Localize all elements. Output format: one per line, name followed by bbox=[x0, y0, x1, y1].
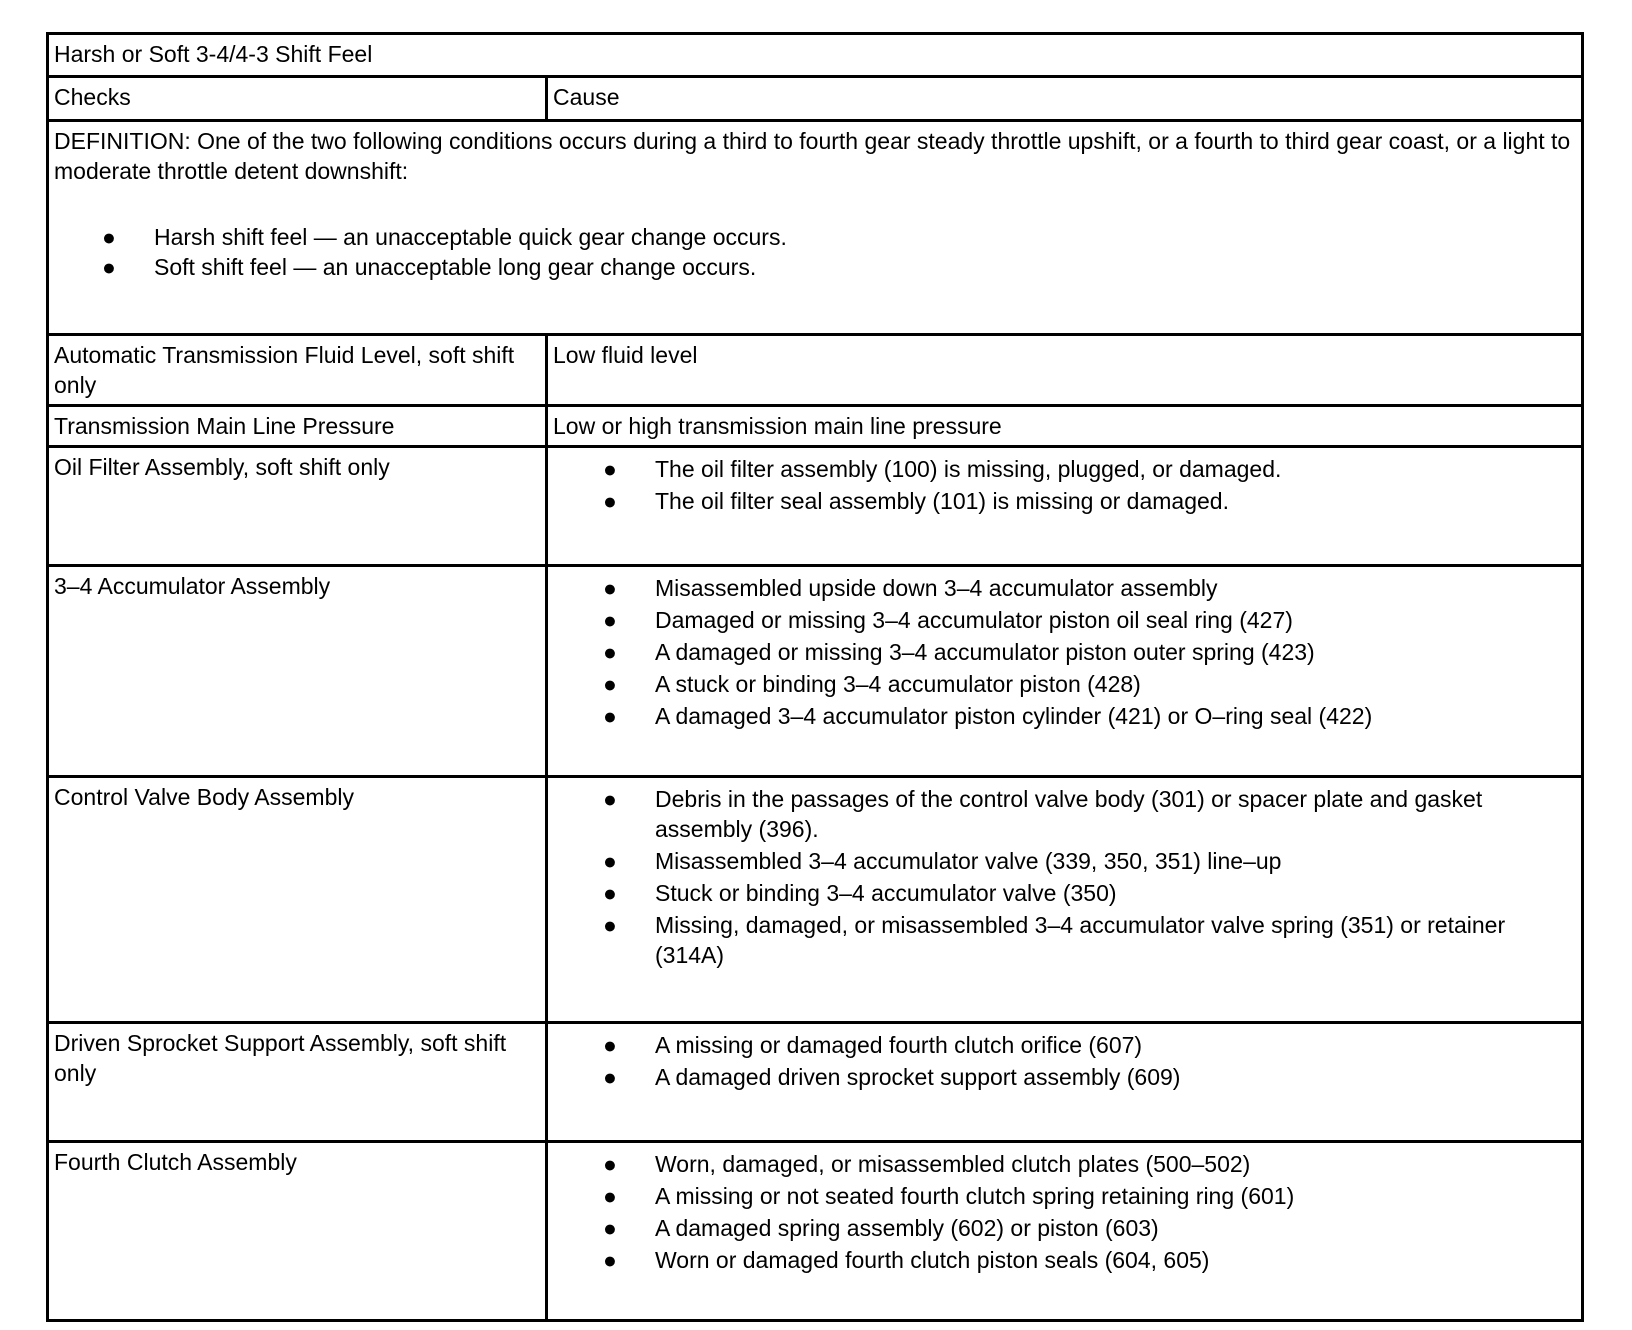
bullet-icon: ● bbox=[603, 1032, 617, 1058]
cause-cell bbox=[547, 777, 1583, 1023]
cause-cell bbox=[547, 1023, 1583, 1142]
cause-list bbox=[553, 573, 1575, 731]
cause-text: A missing or damaged fourth clutch orifice (607) bbox=[655, 1032, 1143, 1058]
check-cell: Oil Filter Assembly, soft shift only bbox=[48, 447, 547, 566]
bullet-icon: ● bbox=[603, 1151, 617, 1177]
cause-list-item bbox=[603, 1213, 1575, 1243]
table-row bbox=[48, 1023, 1583, 1142]
cause-list-item bbox=[603, 605, 1575, 635]
bullet-icon: ● bbox=[603, 607, 617, 633]
cause-list-item bbox=[603, 637, 1575, 667]
cause-list-item bbox=[603, 701, 1575, 731]
definition-list-item bbox=[102, 252, 1575, 282]
cause-list-item bbox=[603, 784, 1575, 844]
bullet-icon: ● bbox=[102, 254, 116, 280]
cause-text: A stuck or binding 3–4 accumulator piston (428) bbox=[655, 671, 1141, 697]
cause-text: Misassembled 3–4 accumulator valve (339, 350, 351) line–up bbox=[655, 848, 1282, 874]
cause-text: Debris in the passages of the control valve body (301) or spacer plate and gasket assembly (396). bbox=[655, 786, 1483, 842]
column-header-row bbox=[48, 77, 1583, 121]
definition-list bbox=[54, 222, 1575, 282]
table-row bbox=[48, 566, 1583, 777]
cause-list-item bbox=[603, 910, 1575, 970]
cause-text: A missing or not seated fourth clutch spring retaining ring (601) bbox=[655, 1183, 1295, 1209]
diagnostic-table bbox=[46, 32, 1584, 1322]
table-row bbox=[48, 777, 1583, 1023]
cause-text: A damaged driven sprocket support assembly (609) bbox=[655, 1064, 1181, 1090]
table-row bbox=[48, 406, 1583, 447]
check-cell: Automatic Transmission Fluid Level, soft shift only bbox=[48, 335, 547, 406]
bullet-icon: ● bbox=[603, 488, 617, 514]
cause-cell: Low fluid level bbox=[547, 335, 1583, 406]
bullet-icon: ● bbox=[603, 639, 617, 665]
definition-text: DEFINITION: One of the two following conditions occurs during a third to fourth gear steady throttle upshift, or a fourth to third gear coast, or a light to moderate throttle detent downshift: bbox=[54, 128, 1571, 184]
table-title-row bbox=[48, 34, 1583, 77]
cause-text: A damaged 3–4 accumulator piston cylinder (421) or O–ring seal (422) bbox=[655, 703, 1373, 729]
cause-cell bbox=[547, 566, 1583, 777]
cause-text: Missing, damaged, or misassembled 3–4 accumulator valve spring (351) or retainer (314A) bbox=[655, 912, 1506, 968]
cause-cell: Low or high transmission main line pressure bbox=[547, 406, 1583, 447]
cause-list-item bbox=[603, 454, 1575, 484]
definition-bullet-text: Harsh shift feel — an unacceptable quick gear change occurs. bbox=[154, 224, 787, 250]
table-title: Harsh or Soft 3-4/4-3 Shift Feel bbox=[48, 34, 1583, 77]
cause-text: A damaged or missing 3–4 accumulator piston outer spring (423) bbox=[655, 639, 1315, 665]
cause-list-item bbox=[603, 878, 1575, 908]
cause-list-item bbox=[603, 486, 1575, 516]
cause-list-item bbox=[603, 669, 1575, 699]
cause-text: Worn or damaged fourth clutch piston seals (604, 605) bbox=[655, 1247, 1210, 1273]
bullet-icon: ● bbox=[603, 703, 617, 729]
cause-text: Misassembled upside down 3–4 accumulator assembly bbox=[655, 575, 1218, 601]
bullet-icon: ● bbox=[603, 786, 617, 812]
cause-list-item bbox=[603, 1181, 1575, 1211]
bullet-icon: ● bbox=[603, 848, 617, 874]
bullet-icon: ● bbox=[603, 1215, 617, 1241]
check-cell: Transmission Main Line Pressure bbox=[48, 406, 547, 447]
cause-text: A damaged spring assembly (602) or piston (603) bbox=[655, 1215, 1159, 1241]
check-cell: Driven Sprocket Support Assembly, soft shift only bbox=[48, 1023, 547, 1142]
bullet-icon: ● bbox=[603, 671, 617, 697]
bullet-icon: ● bbox=[603, 575, 617, 601]
cause-list bbox=[553, 454, 1575, 516]
cause-list bbox=[553, 784, 1575, 970]
check-cell: Control Valve Body Assembly bbox=[48, 777, 547, 1023]
table-row bbox=[48, 447, 1583, 566]
bullet-icon: ● bbox=[102, 224, 116, 250]
bullet-icon: ● bbox=[603, 1064, 617, 1090]
table-row bbox=[48, 1142, 1583, 1321]
bullet-icon: ● bbox=[603, 1183, 617, 1209]
definition-bullet-text: Soft shift feel — an unacceptable long gear change occurs. bbox=[154, 254, 757, 280]
bullet-icon: ● bbox=[603, 456, 617, 482]
cause-text: Damaged or missing 3–4 accumulator piston oil seal ring (427) bbox=[655, 607, 1293, 633]
bullet-icon: ● bbox=[603, 912, 617, 938]
column-header-checks: Checks bbox=[48, 77, 547, 121]
bullet-icon: ● bbox=[603, 1247, 617, 1273]
cause-text: The oil filter seal assembly (101) is missing or damaged. bbox=[655, 488, 1229, 514]
cause-text: Worn, damaged, or misassembled clutch plates (500–502) bbox=[655, 1151, 1251, 1177]
definition-row bbox=[48, 121, 1583, 335]
check-cell: Fourth Clutch Assembly bbox=[48, 1142, 547, 1321]
cause-text: Stuck or binding 3–4 accumulator valve (350) bbox=[655, 880, 1117, 906]
bullet-icon: ● bbox=[603, 880, 617, 906]
cause-list-item bbox=[603, 1149, 1575, 1179]
cause-list-item bbox=[603, 1030, 1575, 1060]
cause-list-item bbox=[603, 1062, 1575, 1092]
cause-list-item bbox=[603, 573, 1575, 603]
check-cell: 3–4 Accumulator Assembly bbox=[48, 566, 547, 777]
cause-list-item bbox=[603, 1245, 1575, 1275]
cause-list-item bbox=[603, 846, 1575, 876]
definition-cell bbox=[48, 121, 1583, 335]
cause-list bbox=[553, 1030, 1575, 1092]
table-row bbox=[48, 335, 1583, 406]
cause-list bbox=[553, 1149, 1575, 1275]
cause-cell bbox=[547, 1142, 1583, 1321]
definition-list-item bbox=[102, 222, 1575, 252]
cause-text: The oil filter assembly (100) is missing, plugged, or damaged. bbox=[655, 456, 1282, 482]
column-header-cause: Cause bbox=[547, 77, 1583, 121]
cause-cell bbox=[547, 447, 1583, 566]
